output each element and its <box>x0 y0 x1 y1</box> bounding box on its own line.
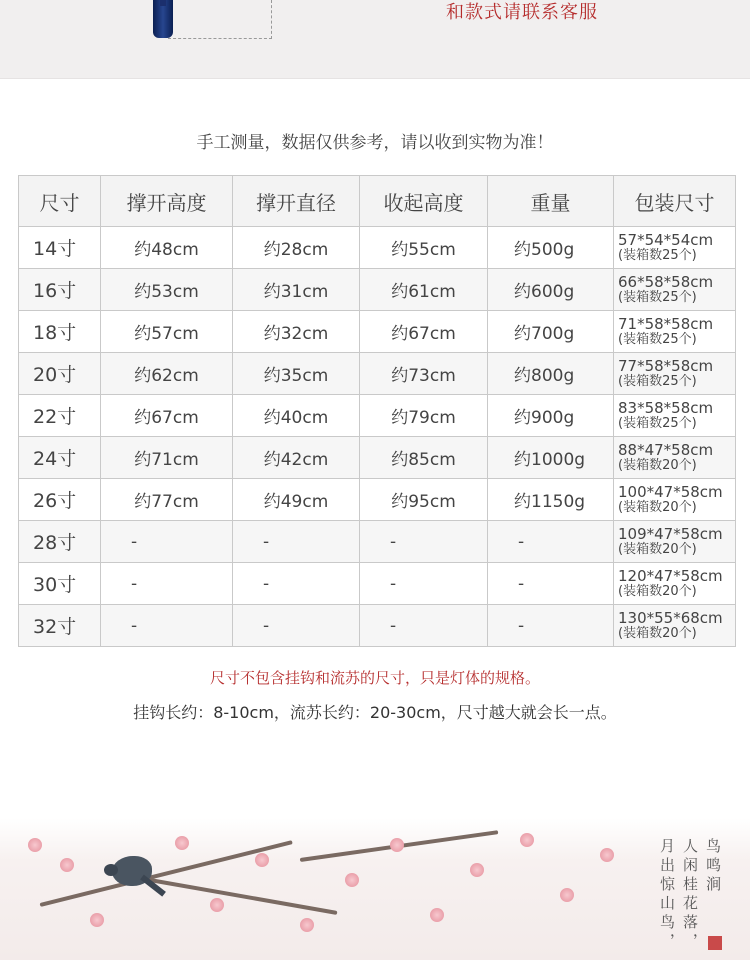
package-size-cell <box>614 521 736 563</box>
package-dimensions: 130*55*68cm <box>618 608 723 627</box>
package-dimensions: 83*58*58cm <box>618 398 714 417</box>
poem-line: 人闲桂花落， <box>681 838 699 952</box>
red-seal <box>708 936 722 950</box>
size-cell: 32寸 <box>19 605 101 647</box>
closed-height-cell: - <box>360 605 488 647</box>
open-diameter-cell: 约40cm <box>233 395 360 437</box>
open-diameter-cell: - <box>233 563 360 605</box>
weight-cell: - <box>488 605 614 647</box>
package-dimensions: 66*58*58cm <box>618 272 714 291</box>
closed-height-cell: 约61cm <box>360 269 488 311</box>
box-quantity: (装箱数25个) <box>618 331 697 347</box>
open-diameter-cell: 约32cm <box>233 311 360 353</box>
hook-tassel-length-note: 挂钩长约：8-10cm，流苏长约：20-30cm，尺寸越大就会长一点。 <box>133 703 617 722</box>
package-size-cell <box>614 437 736 479</box>
open-height-cell: 约53cm <box>101 269 233 311</box>
box-quantity: (装箱数25个) <box>618 415 697 431</box>
poem-title: 鸟鸣涧 <box>704 838 722 895</box>
open-height-cell: 约67cm <box>101 395 233 437</box>
blossom <box>345 873 359 887</box>
weight-cell: 约900g <box>488 395 614 437</box>
weight-cell: 约500g <box>488 227 614 269</box>
blossom <box>520 833 534 847</box>
blossom <box>60 858 74 872</box>
package-dimensions: 57*54*54cm <box>618 230 714 249</box>
header-size: 尺寸 <box>19 176 101 227</box>
package-size-cell <box>614 395 736 437</box>
open-height-cell: 约57cm <box>101 311 233 353</box>
table-row <box>19 353 736 395</box>
dashed-frame <box>168 0 272 39</box>
package-size-cell <box>614 479 736 521</box>
table-row <box>19 479 736 521</box>
package-size-cell <box>614 353 736 395</box>
box-quantity: (装箱数20个) <box>618 541 697 557</box>
open-diameter-cell: 约31cm <box>233 269 360 311</box>
size-table <box>18 175 736 647</box>
open-diameter-cell: 约28cm <box>233 227 360 269</box>
table-row <box>19 437 736 479</box>
open-height-cell: - <box>101 563 233 605</box>
header-open-height: 撑开高度 <box>101 176 233 227</box>
open-diameter-cell: 约49cm <box>233 479 360 521</box>
open-height-cell: 约48cm <box>101 227 233 269</box>
size-cell: 28寸 <box>19 521 101 563</box>
weight-cell: 约600g <box>488 269 614 311</box>
size-cell: 30寸 <box>19 563 101 605</box>
closed-height-cell: 约67cm <box>360 311 488 353</box>
box-quantity: (装箱数20个) <box>618 499 697 515</box>
package-dimensions: 120*47*58cm <box>618 566 723 585</box>
table-row <box>19 395 736 437</box>
table-row <box>19 227 736 269</box>
blossom <box>28 838 42 852</box>
open-diameter-cell: 约42cm <box>233 437 360 479</box>
table-row <box>19 311 736 353</box>
blossom <box>560 888 574 902</box>
table-row <box>19 269 736 311</box>
plum-blossom-painting <box>0 818 750 960</box>
weight-cell: 约800g <box>488 353 614 395</box>
weight-cell: 约1150g <box>488 479 614 521</box>
blossom <box>210 898 224 912</box>
open-diameter-cell: - <box>233 521 360 563</box>
size-cell: 24寸 <box>19 437 101 479</box>
open-height-cell: 约62cm <box>101 353 233 395</box>
table-header-row <box>19 176 736 227</box>
size-note-red: 尺寸不包含挂钩和流苏的尺寸，只是灯体的规格。 <box>209 669 540 687</box>
closed-height-cell: 约85cm <box>360 437 488 479</box>
open-height-cell: - <box>101 605 233 647</box>
box-quantity: (装箱数25个) <box>618 247 697 263</box>
closed-height-cell: 约73cm <box>360 353 488 395</box>
package-dimensions: 77*58*58cm <box>618 356 714 375</box>
box-quantity: (装箱数25个) <box>618 289 697 305</box>
blossom <box>430 908 444 922</box>
blossom <box>90 913 104 927</box>
open-height-cell: 约71cm <box>101 437 233 479</box>
size-cell: 14寸 <box>19 227 101 269</box>
open-height-cell: - <box>101 521 233 563</box>
banner-note: 和款式请联系客服 <box>446 2 598 23</box>
closed-height-cell: 约55cm <box>360 227 488 269</box>
blossom <box>255 853 269 867</box>
blossom <box>470 863 484 877</box>
package-size-cell <box>614 563 736 605</box>
box-quantity: (装箱数20个) <box>618 583 697 599</box>
measurement-disclaimer: 手工测量，数据仅供参考，请以收到实物为准！ <box>196 133 554 153</box>
closed-height-cell: - <box>360 521 488 563</box>
package-dimensions: 71*58*58cm <box>618 314 714 333</box>
bird-image <box>112 856 152 886</box>
package-dimensions: 88*47*58cm <box>618 440 714 459</box>
open-diameter-cell: - <box>233 605 360 647</box>
package-size-cell <box>614 311 736 353</box>
package-size-cell <box>614 269 736 311</box>
package-size-cell <box>614 227 736 269</box>
table-row <box>19 605 736 647</box>
header-open-diameter: 撑开直径 <box>233 176 360 227</box>
closed-height-cell: 约95cm <box>360 479 488 521</box>
open-height-cell: 约77cm <box>101 479 233 521</box>
table-row <box>19 521 736 563</box>
table-row <box>19 563 736 605</box>
closed-height-cell: - <box>360 563 488 605</box>
weight-cell: - <box>488 521 614 563</box>
package-size-cell <box>614 605 736 647</box>
weight-cell: 约1000g <box>488 437 614 479</box>
header-package-size: 包装尺寸 <box>614 176 736 227</box>
poem-line: 月出惊山鸟， <box>658 838 676 952</box>
weight-cell: - <box>488 563 614 605</box>
size-cell: 26寸 <box>19 479 101 521</box>
open-diameter-cell: 约35cm <box>233 353 360 395</box>
blossom <box>175 836 189 850</box>
box-quantity: (装箱数25个) <box>618 373 697 389</box>
header-weight: 重量 <box>488 176 614 227</box>
blossom <box>390 838 404 852</box>
box-quantity: (装箱数20个) <box>618 625 697 641</box>
blossom <box>600 848 614 862</box>
header-closed-height: 收起高度 <box>360 176 488 227</box>
size-cell: 20寸 <box>19 353 101 395</box>
blossom <box>300 918 314 932</box>
size-cell: 16寸 <box>19 269 101 311</box>
branch <box>150 878 338 915</box>
closed-height-cell: 约79cm <box>360 395 488 437</box>
weight-cell: 约700g <box>488 311 614 353</box>
box-quantity: (装箱数20个) <box>618 457 697 473</box>
top-banner <box>0 0 750 79</box>
size-cell: 22寸 <box>19 395 101 437</box>
package-dimensions: 100*47*58cm <box>618 482 723 501</box>
size-cell: 18寸 <box>19 311 101 353</box>
package-dimensions: 109*47*58cm <box>618 524 723 543</box>
